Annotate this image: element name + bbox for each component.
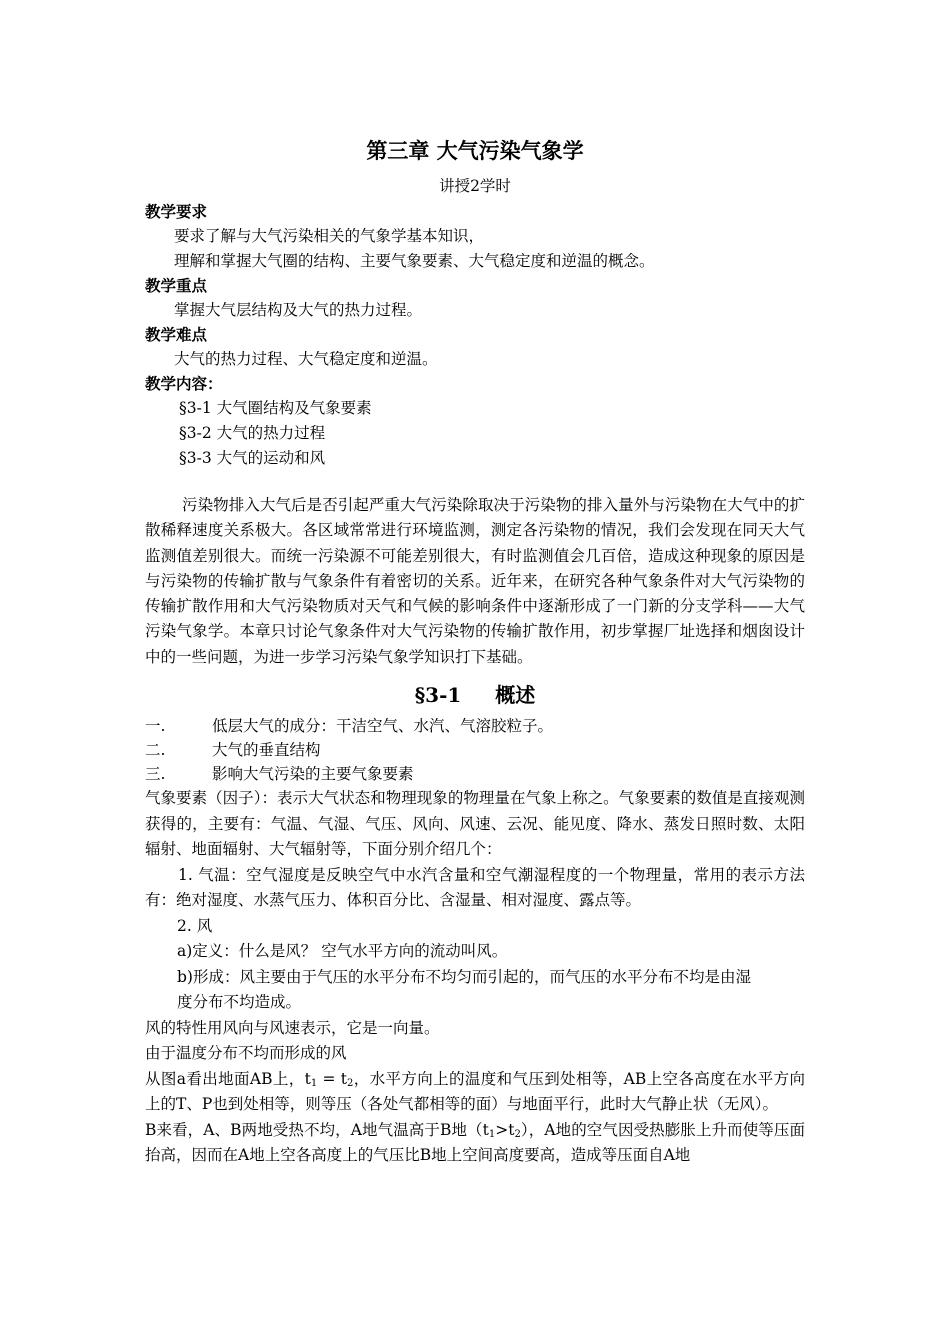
outline-number: 三. bbox=[145, 765, 166, 784]
outline-number: 一. bbox=[145, 717, 166, 736]
document-body bbox=[145, 134, 805, 1169]
subscript: 1 bbox=[488, 1128, 496, 1140]
subscript: 2 bbox=[514, 1128, 521, 1140]
section-number: §3-1 bbox=[414, 683, 462, 708]
text-run: ，水平方向上的温度和气压到处相等，AB上空各高度在水平方向上的T、P也到处相等，则等压（各处气都相等的面）与地面平行，此时大气静止状（无风）。 bbox=[145, 1069, 805, 1114]
text-run: = t bbox=[317, 1069, 348, 1088]
outline-text: 低层大气的成分：干洁空气、水汽、气溶胶粒子。 bbox=[212, 717, 554, 736]
contents-item: §3-1 大气圈结构及气象要素 bbox=[179, 399, 372, 417]
temperature-text: 空气湿度是反映空气中水汽含量和空气潮湿程度的一个物理量，常用的表示方法有：绝对湿度、水蒸气压力、体积百分比、含湿量、相对湿度、露点等。 bbox=[145, 865, 805, 910]
temperature-wind-text: 由于温度分布不均而形成的风 bbox=[145, 1044, 347, 1063]
wind-vector-text: 风的特性用风向与风速表示，它是一向量。 bbox=[145, 1018, 440, 1037]
requirements-line: 理解和掌握大气圈的结构、主要气象要素、大气稳定度和逆温的概念。 bbox=[174, 252, 655, 270]
outline-item bbox=[145, 714, 805, 738]
text-run: >t bbox=[495, 1120, 515, 1139]
outline-text: 大气的垂直结构 bbox=[212, 741, 321, 760]
figure-b-paragraph bbox=[145, 1118, 805, 1169]
outline-item bbox=[145, 738, 805, 762]
contents-heading: 教学内容： bbox=[145, 375, 223, 393]
subscript: 1 bbox=[310, 1077, 318, 1089]
factors-paragraph: 气象要素（因子）：表示大气状态和物理现象的物理量在气象上称之。气象要素的数值是直接观测获得的，主要有：气温、气湿、气压、风向、风速、云况、能见度、降水、蒸发日照时数、太阳辐射、地面辐射、大气辐射等，下面分别介绍几个： bbox=[145, 789, 805, 859]
requirements-heading: 教学要求 bbox=[145, 203, 208, 221]
temperature-lead: 1. 气温： bbox=[178, 865, 247, 884]
intro-paragraph: 污染物排入大气后是否引起严重大气污染除取决于污染物的排入量外与污染物在大气中的扩散稀释速度关系极大。各区域常常进行环境监测，测定各污染物的情况，我们会发现在同天大气监测值差别很大。而统一污染源不可能差别很大，有时监测值会几百倍，造成这种现象的原因是与污染物的传输扩散与气象条件有着密切的关系。近年来，在研究各种气象条件对大气污染物的传输扩散作用和大气污染物质对天气和气候的影响条件中逐渐形成了一门新的分支学科——大气污染气象学。本章只讨论气象条件对大气污染物的传输扩散作用，初步掌握厂址选择和烟囱设计中的一些问题，为进一步学习污染气象学知识打下基础。 bbox=[145, 496, 805, 666]
text-run: ），A地的空气因受热膨胀上升而使等压面抬高，因而在A地上空各高度上的气压比B地上空间高度要高，造成等压面自A地 bbox=[145, 1120, 805, 1165]
section-title: 概述 bbox=[495, 683, 536, 708]
wind-formation-line: b)形成：风主要由于气压的水平分布不均匀而引起的，而气压的水平分布不均是由湿 bbox=[177, 967, 751, 986]
difficulties-heading: 教学难点 bbox=[145, 326, 208, 344]
contents-item: §3-2 大气的热力过程 bbox=[179, 424, 326, 442]
requirements-line: 要求了解与大气污染相关的气象学基本知识， bbox=[174, 227, 485, 245]
wind-formation-line: 度分布不均造成。 bbox=[177, 993, 302, 1012]
chapter-title: 第三章 大气污染气象学 bbox=[366, 139, 584, 163]
figure-a-paragraph bbox=[145, 1067, 805, 1118]
spacer bbox=[145, 471, 805, 493]
outline-text: 影响大气污染的主要气象要素 bbox=[212, 765, 414, 784]
contents-item: §3-3 大气的运动和风 bbox=[179, 449, 326, 467]
wind-item: 2. 风 bbox=[177, 916, 213, 935]
subscript: 2 bbox=[347, 1077, 354, 1089]
temperature-item bbox=[145, 863, 805, 914]
section-heading bbox=[145, 676, 805, 714]
difficulties-text: 大气的热力过程、大气稳定度和逆温。 bbox=[174, 350, 438, 368]
key-points-text: 掌握大气层结构及大气的热力过程。 bbox=[174, 301, 423, 319]
wind-definition: a)定义：什么是风？ 空气水平方向的流动叫风。 bbox=[177, 942, 508, 961]
key-points-heading: 教学重点 bbox=[145, 277, 208, 295]
outline-number: 二. bbox=[145, 741, 166, 760]
text-run: B来看，A、B两地受热不均，A地气温高于B地（t bbox=[145, 1120, 489, 1139]
lecture-hours: 讲授2学时 bbox=[439, 177, 511, 195]
outline-item bbox=[145, 762, 805, 786]
text-run: 从图a看出地面AB上，t bbox=[145, 1069, 311, 1088]
